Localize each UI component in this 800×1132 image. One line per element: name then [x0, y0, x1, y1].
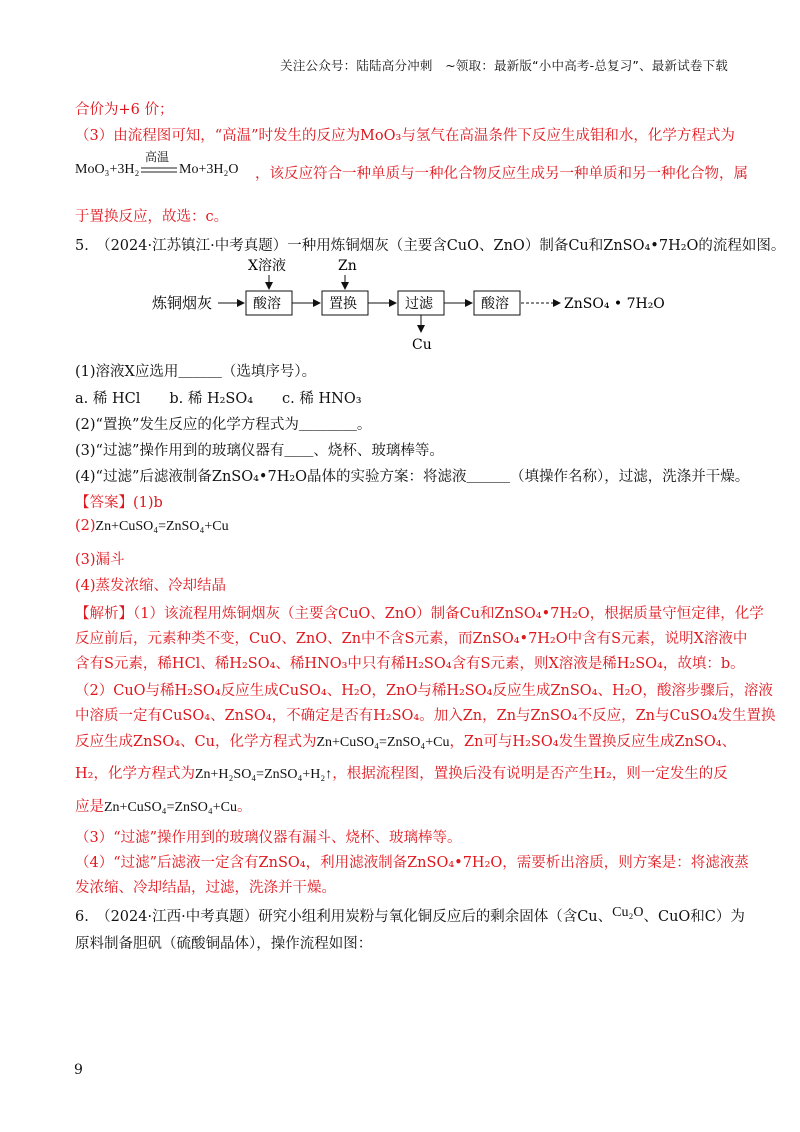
prev-line-2: （3）由流程图可知，“高温”时发生的反应为MoO₃与氢气在高温条件下反应生成钼和水，化学方程式为 [75, 128, 735, 144]
analysis-text-6a: 反应生成ZnSO₄、Cu，化学方程式为 [75, 734, 317, 750]
analysis-line-1 [75, 602, 764, 623]
flow-output: Cu [412, 337, 432, 353]
flow-step-2: 置换 [329, 296, 357, 312]
answer-4: (4)蒸发浓缩、冷却结晶 [75, 578, 227, 594]
answer-3: (3)漏斗 [75, 552, 125, 568]
q5-part-4: (4)“过滤”后滤液制备ZnSO₄•7H₂O晶体的实验方案：将滤液＿＿＿（填操作名称），过滤，洗涤并干燥。 [75, 469, 750, 485]
analysis-line-4: （2）CuO与稀H₂SO₄反应生成CuSO₄、H₂O，ZnO与稀H₂SO₄反应生成ZnSO₄、H₂O，酸溶步骤后，溶液 [75, 683, 773, 699]
q5-part-1: (1)溶液X应选用＿＿＿（选填序号）。 [75, 364, 317, 380]
flow-step-4: 酸溶 [481, 296, 509, 312]
equation-zn-cuso4-final: Zn+CuSO₄=ZnSO₄+Cu [104, 800, 238, 815]
answer-2-number: (2) [75, 518, 96, 534]
analysis-line-7 [75, 762, 728, 783]
analysis-line-11: 发浓缩、冷却结晶，过滤，洗涤并干燥。 [75, 880, 336, 896]
analysis-text-6b: ，Zn可与H₂SO₄发生置换反应生成ZnSO₄、 [449, 734, 737, 750]
analysis-line-9: （3）“过滤”操作用到的玻璃仪器有漏斗、烧杯、玻璃棒等。 [75, 830, 462, 846]
flow-step-3: 过滤 [405, 296, 433, 312]
prev-line-3-tail: ，该反应符合一种单质与一种化合物反应生成另一种单质和另一种化合物，属 [255, 166, 748, 182]
equation-right: Mo+3H₂O [179, 162, 239, 177]
analysis-line-6 [75, 730, 736, 751]
answer-2-line [75, 518, 229, 535]
equation-zn-h2so4: Zn+H₂SO₄=ZnSO₄+H₂↑ [194, 767, 333, 782]
analysis-line-10: （4）“过滤”后滤液一定含有ZnSO₄，利用滤液制备ZnSO₄•7H₂O，需要析出溶质，则方案是：将滤液蒸 [75, 855, 749, 871]
analysis-text-8a: 应是 [75, 799, 104, 815]
q6-text-1b: 、CuO和C）为 [643, 909, 745, 925]
analysis-line-2: 反应前后，元素种类不变，CuO、ZnO、Zn中不含S元素，而ZnSO₄•7H₂O中含有S元素，说明X溶液中 [75, 631, 748, 647]
q5-stem: 5. （2024·江苏镇江·中考真题）一种用炼铜烟灰（主要含CuO、ZnO）制备Cu和ZnSO₄•7H₂O的流程如图。 [75, 238, 786, 254]
equation-zn-cuso4: Zn+CuSO₄=ZnSO₄+Cu [316, 735, 450, 750]
q5-options: a. 稀 HCl b. 稀 H₂SO₄ c. 稀 HNO₃ [75, 391, 362, 407]
flow-reagent-1: X溶液 [248, 258, 286, 274]
page-header: 关注公众号：陆陆高分冲刺 ~领取：最新版“小中高考-总复习”、最新试卷下载 [280, 58, 728, 73]
equation-condition: 高温 [145, 150, 170, 164]
analysis-line-3: 含有S元素，稀HCl、稀H₂SO₄、稀HNO₃中只有稀H₂SO₄含有S元素，则X溶液是稀H₂SO₄，故填：b。 [75, 656, 745, 672]
q6-text-1a: 6. （2024·江西·中考真题）研究小组利用炭粉与氧化铜反应后的剩余固体（含Cu、 [75, 909, 613, 925]
q6-line-1 [75, 905, 745, 926]
analysis-tag: 【解析】 [75, 606, 133, 622]
page-number: 9 [74, 1062, 83, 1078]
equation-left: MoO₃+3H₂ [75, 162, 140, 177]
analysis-text-7b: ，根据流程图，置换后没有说明是否产生H₂，则一定发生的反 [332, 766, 728, 782]
answer-1: (1)b [133, 495, 163, 511]
flow-reagent-2: Zn [338, 258, 357, 274]
flow-product: ZnSO₄ • 7H₂O [564, 296, 665, 312]
q5-flow-diagram [140, 256, 680, 356]
analysis-line-8 [75, 795, 252, 816]
q5-part-2: (2)“置换”发生反应的化学方程式为＿＿＿＿。 [75, 417, 372, 433]
analysis-text-1: （1）该流程用炼铜烟灰（主要含CuO、ZnO）制备Cu和ZnSO₄•7H₂O，根据质量守恒定律，化学 [133, 606, 764, 622]
answer-tag: 【答案】 [75, 495, 133, 511]
q5-part-3: (3)“过滤”操作用到的玻璃仪器有＿＿、烧杯、玻璃棒等。 [75, 443, 444, 459]
prev-line-1: 合价为+6 价； [75, 102, 174, 118]
flow-start-label: 炼铜烟灰 [152, 294, 213, 312]
answer-2-equation: Zn+CuSO₄=ZnSO₄+Cu [95, 519, 229, 534]
analysis-text-8b: 。 [237, 799, 252, 815]
q6-line-2: 原料制备胆矾（硫酸铜晶体），操作流程如图： [75, 936, 373, 952]
flow-step-1: 酸溶 [253, 296, 281, 312]
analysis-text-7a: H₂，化学方程式为 [75, 766, 195, 782]
prev-line-4: 于置换反应，故选：c。 [75, 209, 229, 225]
equals-double-line [141, 166, 177, 174]
answer-block-1 [75, 491, 163, 512]
q6-formula-cu2o: Cu₂O [612, 905, 644, 920]
analysis-line-5: 中溶质一定有CuSO₄、ZnSO₄，不确定是否有H₂SO₄。加入Zn，Zn与ZnSO₄不反应，Zn与CuSO₄发生置换 [75, 708, 776, 724]
